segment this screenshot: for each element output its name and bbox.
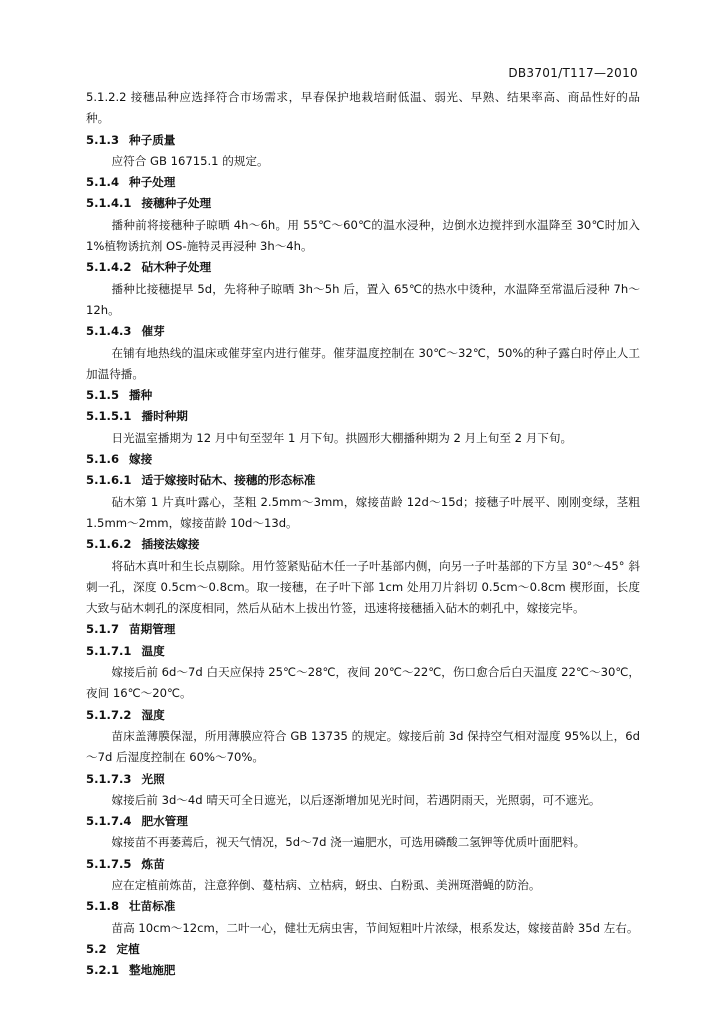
section-heading xyxy=(86,172,640,193)
section-heading xyxy=(86,811,640,832)
section-heading xyxy=(86,960,640,981)
section-heading xyxy=(86,619,640,640)
section-number: 5.1.6.1 xyxy=(86,473,132,488)
section-title: 种子质量 xyxy=(129,132,176,147)
section-heading xyxy=(86,854,640,875)
section-heading xyxy=(86,470,640,491)
section-title: 壮苗标准 xyxy=(129,899,176,914)
section-number: 5.1.5.1 xyxy=(86,409,132,424)
section-number: 5.1.4.1 xyxy=(86,196,132,211)
section-title: 种子处理 xyxy=(129,175,176,190)
section-title: 整地施肥 xyxy=(129,963,176,978)
section-title: 湿度 xyxy=(141,707,165,722)
section-title: 肥水管理 xyxy=(141,814,188,829)
section-title: 适于嫁接时砧木、接穗的形态标准 xyxy=(141,473,316,488)
section-number: 5.1.5 xyxy=(86,388,120,403)
section-title: 砧木种子处理 xyxy=(141,260,212,275)
paragraph: 播种前将接穗种子晾晒 4h～6h。用 55℃～60℃的温水浸种，边倒水边搅拌到水温降至 30℃时加入 1%植物诱抗剂 OS-施特灵再浸种 3h～4h。 xyxy=(86,217,640,254)
section-number: 5.1.4 xyxy=(86,175,120,190)
paragraph: 苗床盖薄膜保湿，所用薄膜应符合 GB 13735 的规定。嫁接后前 3d 保持空气相对湿度 95%以上，6d～7d 后湿度控制在 60%～70%。 xyxy=(86,728,640,765)
section-title: 插接法嫁接 xyxy=(141,537,200,552)
section-number: 5.1.7.2 xyxy=(86,707,132,722)
section-5-1-2-2-text: 5.1.2.2 接穗品种应选择符合市场需求，早春保护地栽培耐低温、弱光、早熟、结果率高、商品性好的品种。 xyxy=(86,90,640,126)
paragraph: 将砧木真叶和生长点剔除。用竹签紧贴砧木任一子叶基部内侧，向另一子叶基部的下方呈 30°～45° 斜刺一孔，深度 0.5cm～0.8cm。取一接穗，在子叶下部 1cm 处用刀片斜切 0.5cm～0.8cm 楔形面，长度大致与砧木刺孔的深度相同，然后从砧木上拔出竹签，迅速将接穗插入砧木的刺孔中，嫁接完毕。 xyxy=(86,558,640,616)
section-number: 5.1.7.1 xyxy=(86,643,132,658)
paragraph: 砧木第 1 片真叶露心，茎粗 2.5mm～3mm，嫁接苗龄 12d～15d；接穗子叶展平、刚刚变绿，茎粗 1.5mm～2mm，嫁接苗龄 10d～13d。 xyxy=(86,494,640,530)
paragraph: 嫁接后前 6d～7d 白天应保持 25℃～28℃，夜间 20℃～22℃，伤口愈合后白天温度 22℃～30℃，夜间 16℃～20℃。 xyxy=(86,665,640,701)
section-heading xyxy=(86,641,640,662)
section-number: 5.1.4.3 xyxy=(86,324,132,339)
paragraph: 应符合 GB 16715.1 的规定。 xyxy=(111,153,269,168)
section-number: 5.2.1 xyxy=(86,963,120,978)
section-heading xyxy=(86,257,640,278)
section-heading xyxy=(86,385,640,406)
section-title: 催芽 xyxy=(141,324,165,339)
section-number: 5.1.4.2 xyxy=(86,260,132,275)
paragraph: 播种比接穗提早 5d，先将种子晾晒 3h～5h 后，置入 65℃的热水中烫种，水温降至常温后浸种 7h～12h。 xyxy=(86,281,640,317)
section-number: 5.1.3 xyxy=(86,132,120,147)
section-heading xyxy=(86,534,640,555)
section-title: 播种 xyxy=(129,388,153,403)
section-number: 5.1.7 xyxy=(86,622,120,637)
section-title: 光照 xyxy=(141,771,165,786)
section-number: 5.1.6.2 xyxy=(86,537,132,552)
section-number: 5.2 xyxy=(86,941,107,956)
section-title: 定植 xyxy=(116,941,140,956)
section-heading xyxy=(86,896,640,917)
section-heading xyxy=(86,193,640,214)
document-body xyxy=(86,87,640,981)
section-number: 5.1.7.4 xyxy=(86,814,132,829)
section-heading xyxy=(86,769,640,790)
paragraph: 嫁接后前 3d～4d 晴天可全日遮光，以后逐渐增加见光时间，若遇阴雨天，光照弱，可不遮光。 xyxy=(111,792,601,807)
section-number: 5.1.6 xyxy=(86,452,120,467)
section-heading xyxy=(86,705,640,726)
section-title: 炼苗 xyxy=(141,856,165,871)
section-number: 5.1.7.3 xyxy=(86,771,132,786)
paragraph: 苗高 10cm～12cm，二叶一心，健壮无病虫害，节间短粗叶片浓绿，根系发达，嫁接苗龄 35d 左右。 xyxy=(111,920,639,935)
section-number: 5.1.8 xyxy=(86,899,120,914)
section-heading xyxy=(86,130,640,151)
section-heading xyxy=(86,939,640,960)
section-heading xyxy=(86,406,640,427)
document-number: DB3701/T117—2010 xyxy=(508,66,638,80)
section-heading xyxy=(86,321,640,342)
section-title: 苗期管理 xyxy=(129,622,176,637)
section-title: 温度 xyxy=(141,643,165,658)
paragraph: 在铺有地热线的温床或催芽室内进行催芽。催芽温度控制在 30℃～32℃，50%的种子露白时停止人工加温待播。 xyxy=(86,345,640,381)
section-title: 播时种期 xyxy=(141,409,188,424)
section-title: 接穗种子处理 xyxy=(141,196,212,211)
paragraph: 嫁接苗不再萎蔫后，视天气情况，5d～7d 浇一遍肥水，可选用磷酸二氢钾等优质叶面肥料。 xyxy=(111,835,586,850)
section-heading xyxy=(86,449,640,470)
paragraph: 日光温室播期为 12 月中旬至翌年 1 月下旬。拱圆形大棚播种期为 2 月上旬至 2 月下旬。 xyxy=(111,430,573,445)
paragraph: 应在定植前炼苗，注意猝倒、蔓枯病、立枯病，蚜虫、白粉虱、美洲斑潜蝇的防治。 xyxy=(111,877,541,892)
section-title: 嫁接 xyxy=(129,452,153,467)
section-number: 5.1.7.5 xyxy=(86,856,132,871)
